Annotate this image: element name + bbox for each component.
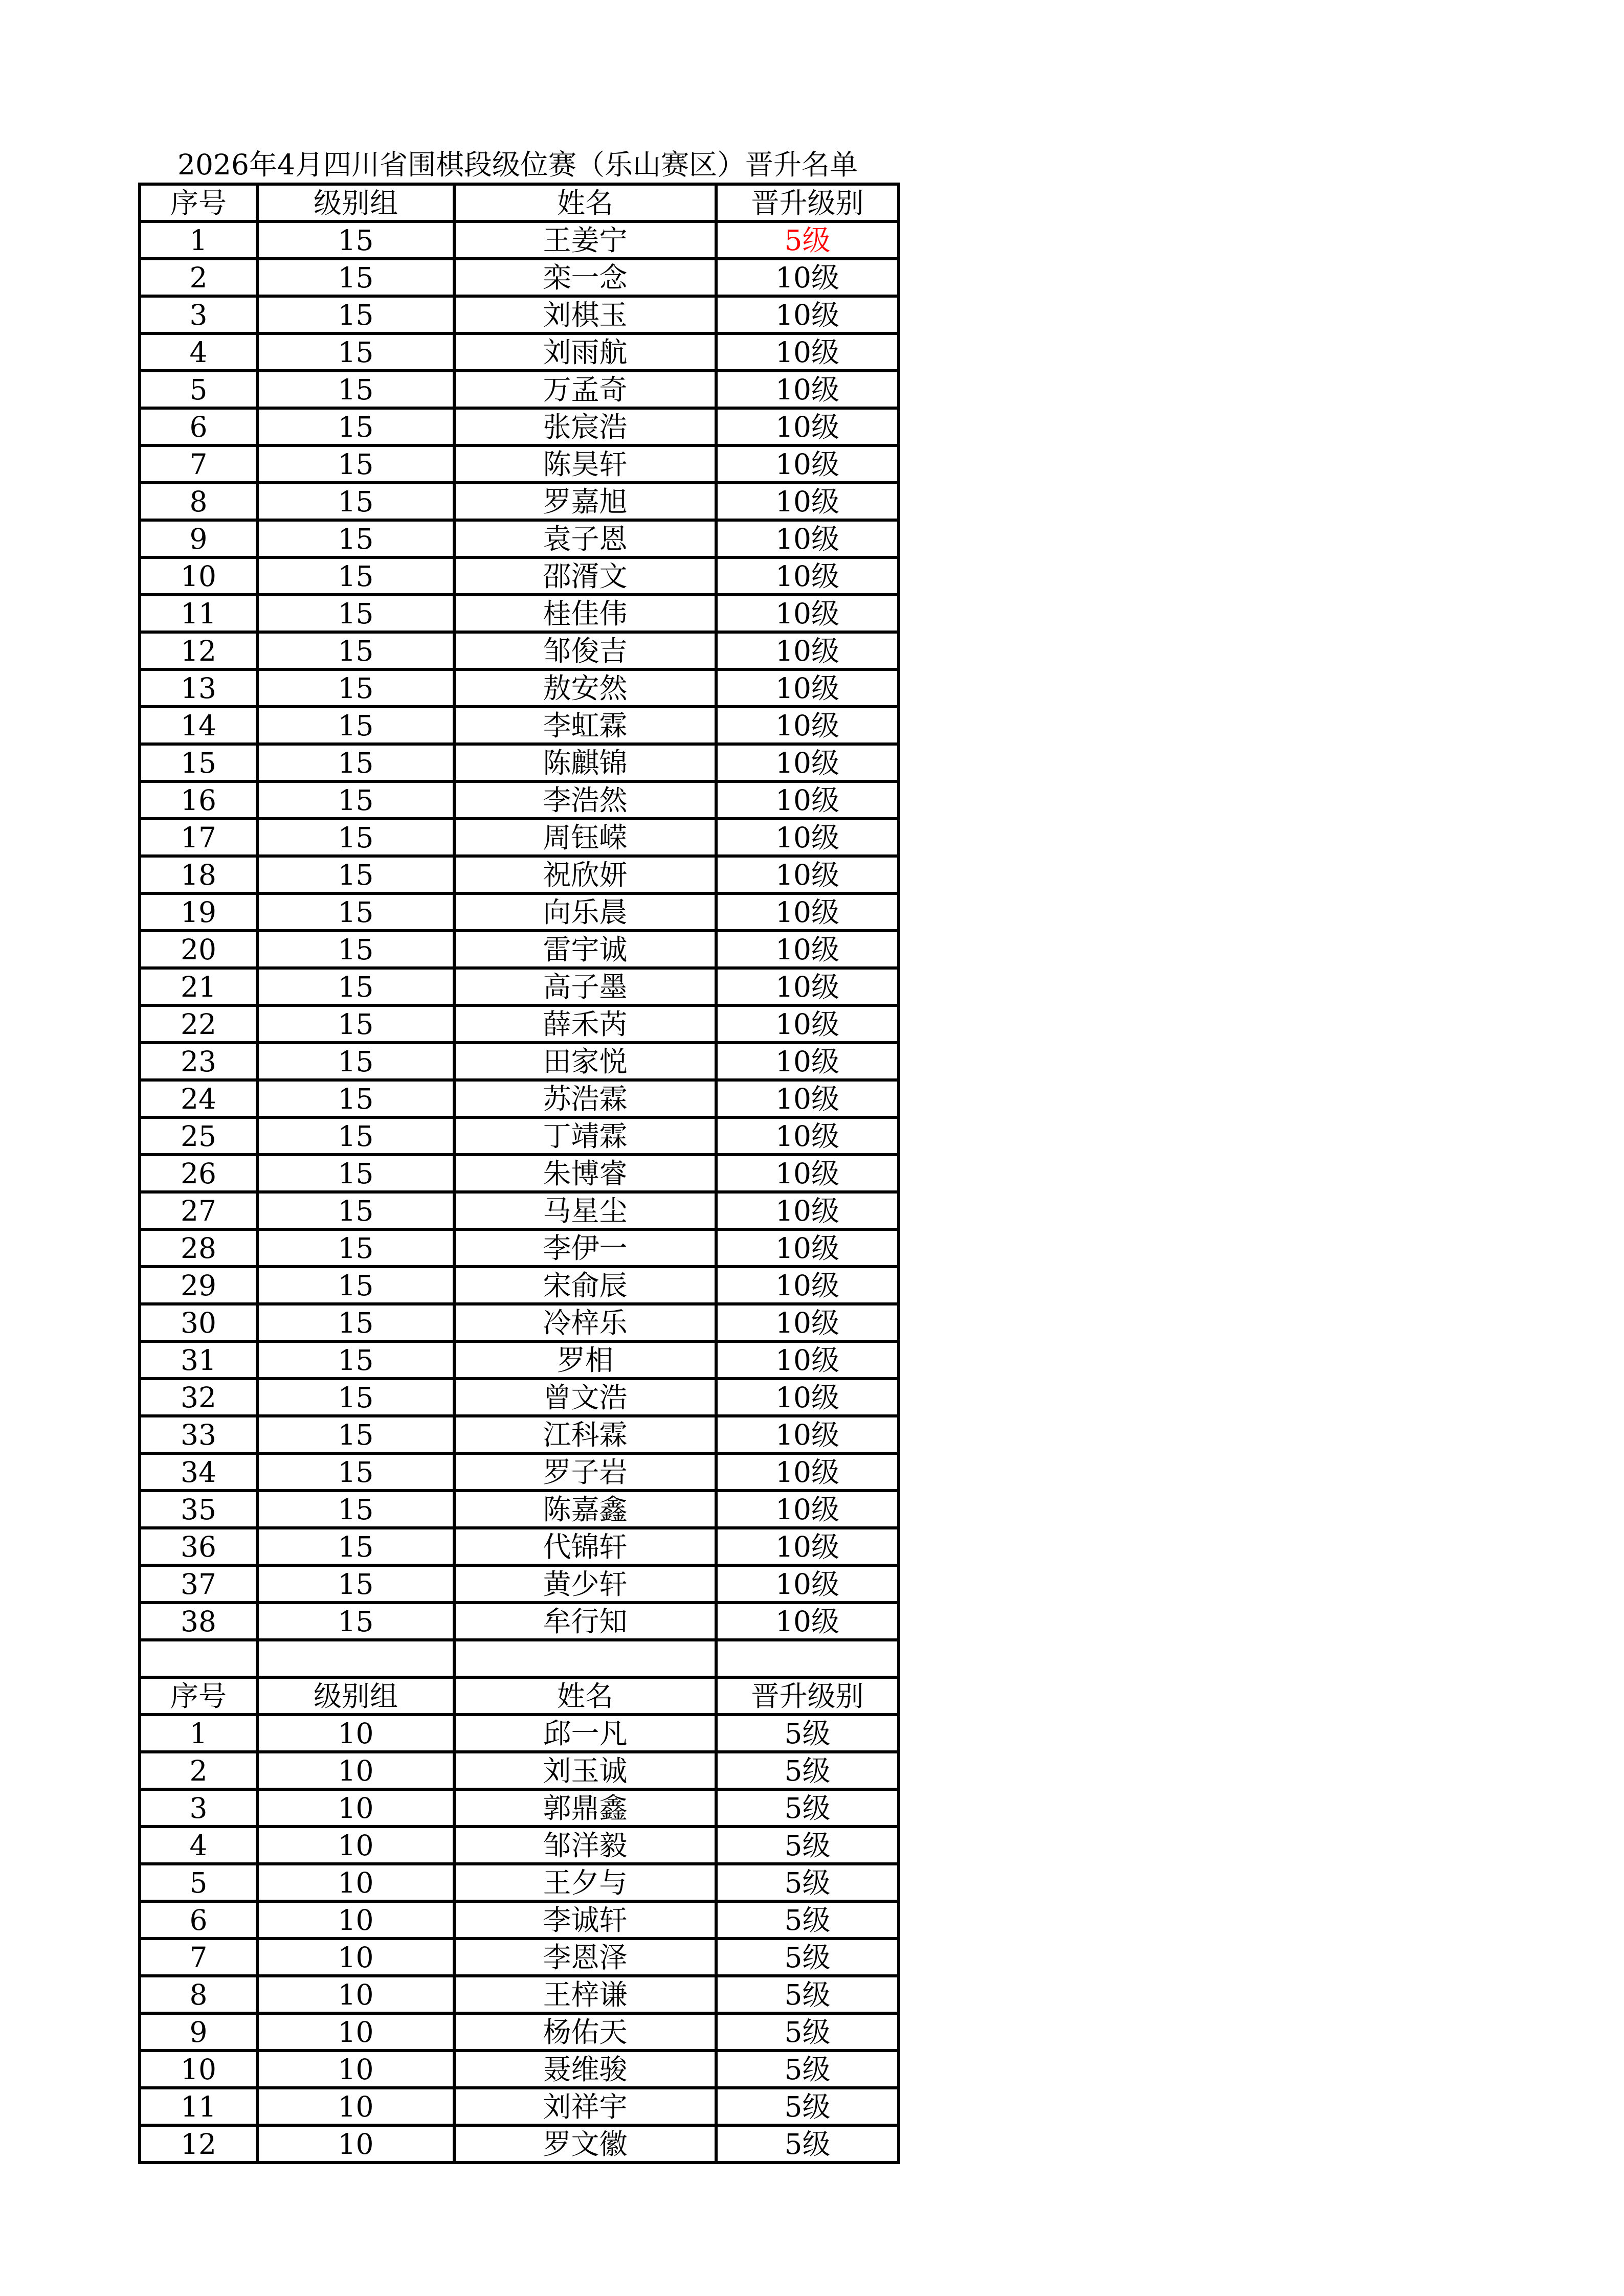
name-cell: 郭鼎鑫 (454, 1789, 716, 1827)
index-cell: 30 (140, 1304, 257, 1341)
level-group-cell: 15 (257, 1005, 454, 1043)
promoted-level-cell: 5级 (716, 1827, 899, 1864)
table-row (140, 2051, 899, 2088)
table-row (140, 1715, 899, 1752)
name-cell: 李诚轩 (454, 1901, 716, 1939)
name-cell: 栾一念 (454, 259, 716, 296)
header-cell: 级别组 (257, 184, 454, 221)
level-group-cell: 10 (257, 1976, 454, 2013)
level-group-cell: 15 (257, 632, 454, 669)
table-row (140, 296, 899, 333)
table-row (140, 1043, 899, 1080)
level-group-cell: 15 (257, 1080, 454, 1117)
header-row (140, 184, 899, 221)
name-cell: 牟行知 (454, 1603, 716, 1640)
index-cell: 24 (140, 1080, 257, 1117)
index-cell: 14 (140, 707, 257, 744)
promoted-level-cell: 10级 (716, 1229, 899, 1267)
table-row (140, 1341, 899, 1379)
level-group-cell: 10 (257, 2013, 454, 2051)
index-cell: 1 (140, 221, 257, 259)
level-group-cell: 15 (257, 371, 454, 408)
level-group-cell: 15 (257, 669, 454, 707)
name-cell: 丁靖霖 (454, 1117, 716, 1155)
table-row (140, 1304, 899, 1341)
name-cell: 王夕与 (454, 1864, 716, 1901)
name-cell: 宋俞辰 (454, 1267, 716, 1304)
level-group-cell: 15 (257, 1528, 454, 1565)
name-cell: 高子墨 (454, 968, 716, 1005)
table-row (140, 1901, 899, 1939)
name-cell: 李虹霖 (454, 707, 716, 744)
promoted-level-cell: 10级 (716, 1453, 899, 1491)
promoted-level-cell: 10级 (716, 819, 899, 856)
index-cell: 10 (140, 557, 257, 595)
promoted-level-cell: 10级 (716, 893, 899, 931)
header-cell: 姓名 (454, 1677, 716, 1715)
level-group-cell: 15 (257, 595, 454, 632)
name-cell: 薛禾芮 (454, 1005, 716, 1043)
promoted-level-cell: 10级 (716, 1603, 899, 1640)
table-row (140, 1192, 899, 1229)
table-row (140, 931, 899, 968)
promoted-level-cell: 10级 (716, 408, 899, 445)
name-cell: 张宸浩 (454, 408, 716, 445)
promoted-level-cell: 10级 (716, 1491, 899, 1528)
table-row (140, 333, 899, 371)
table-row (140, 1603, 899, 1640)
index-cell: 1 (140, 1715, 257, 1752)
table-row (140, 259, 899, 296)
name-cell: 苏浩霖 (454, 1080, 716, 1117)
header-row (140, 1677, 899, 1715)
name-cell: 冷梓乐 (454, 1304, 716, 1341)
promoted-level-cell: 10级 (716, 707, 899, 744)
name-cell: 向乐晨 (454, 893, 716, 931)
promoted-level-cell: 10级 (716, 744, 899, 781)
promoted-level-cell: 5级 (716, 1976, 899, 2013)
name-cell: 邵湑文 (454, 557, 716, 595)
level-group-cell: 10 (257, 1864, 454, 1901)
name-cell: 陈麒锦 (454, 744, 716, 781)
table-row (140, 669, 899, 707)
table-row (140, 595, 899, 632)
index-cell: 8 (140, 483, 257, 520)
table-row (140, 1752, 899, 1789)
index-cell: 4 (140, 1827, 257, 1864)
name-cell: 敖安然 (454, 669, 716, 707)
promoted-level-cell: 10级 (716, 1416, 899, 1453)
promoted-level-cell: 10级 (716, 1565, 899, 1603)
name-cell: 刘棋玉 (454, 296, 716, 333)
table-row (140, 893, 899, 931)
name-cell: 刘雨航 (454, 333, 716, 371)
level-group-cell: 10 (257, 1752, 454, 1789)
promoted-level-cell: 10级 (716, 632, 899, 669)
index-cell: 33 (140, 1416, 257, 1453)
level-group-cell: 10 (257, 1901, 454, 1939)
level-group-cell: 15 (257, 1155, 454, 1192)
promoted-level-cell: 5级 (716, 1901, 899, 1939)
promoted-level-cell: 10级 (716, 1267, 899, 1304)
level-group-cell: 15 (257, 1043, 454, 1080)
name-cell: 王姜宁 (454, 221, 716, 259)
level-group-cell: 10 (257, 2088, 454, 2125)
level-group-cell: 10 (257, 1789, 454, 1827)
name-cell: 马星尘 (454, 1192, 716, 1229)
index-cell: 11 (140, 2088, 257, 2125)
table-row (140, 632, 899, 669)
table-row (140, 2125, 899, 2163)
table-row (140, 1565, 899, 1603)
index-cell: 35 (140, 1491, 257, 1528)
level-group-cell: 15 (257, 333, 454, 371)
level-group-cell: 15 (257, 781, 454, 819)
promoted-level-cell: 10级 (716, 333, 899, 371)
promoted-level-cell: 10级 (716, 1341, 899, 1379)
name-cell: 李浩然 (454, 781, 716, 819)
empty-cell (257, 1640, 454, 1677)
index-cell: 34 (140, 1453, 257, 1491)
table-row (140, 819, 899, 856)
name-cell: 黄少轩 (454, 1565, 716, 1603)
name-cell: 代锦轩 (454, 1528, 716, 1565)
name-cell: 朱博睿 (454, 1155, 716, 1192)
name-cell: 祝欣妍 (454, 856, 716, 893)
index-cell: 8 (140, 1976, 257, 2013)
level-group-cell: 15 (257, 1304, 454, 1341)
level-group-cell: 15 (257, 1603, 454, 1640)
level-group-cell: 15 (257, 1192, 454, 1229)
index-cell: 17 (140, 819, 257, 856)
promoted-level-cell: 10级 (716, 1192, 899, 1229)
header-cell: 级别组 (257, 1677, 454, 1715)
table-row (140, 1491, 899, 1528)
table-row (140, 707, 899, 744)
promoted-level-cell: 10级 (716, 1080, 899, 1117)
promotion-table-body (140, 184, 899, 2163)
table-row (140, 1939, 899, 1976)
index-cell: 6 (140, 1901, 257, 1939)
level-group-cell: 15 (257, 296, 454, 333)
promoted-level-cell: 10级 (716, 781, 899, 819)
promoted-level-cell: 10级 (716, 1528, 899, 1565)
index-cell: 2 (140, 259, 257, 296)
level-group-cell: 15 (257, 483, 454, 520)
promoted-level-cell: 10级 (716, 856, 899, 893)
table-row (140, 1789, 899, 1827)
level-group-cell: 15 (257, 1453, 454, 1491)
promoted-level-cell: 5级 (716, 221, 899, 259)
index-cell: 38 (140, 1603, 257, 1640)
index-cell: 37 (140, 1565, 257, 1603)
promoted-level-cell: 5级 (716, 1789, 899, 1827)
promoted-level-cell: 10级 (716, 1155, 899, 1192)
index-cell: 20 (140, 931, 257, 968)
index-cell: 22 (140, 1005, 257, 1043)
index-cell: 5 (140, 371, 257, 408)
promoted-level-cell: 10级 (716, 371, 899, 408)
index-cell: 11 (140, 595, 257, 632)
level-group-cell: 15 (257, 707, 454, 744)
table-row (140, 408, 899, 445)
index-cell: 31 (140, 1341, 257, 1379)
name-cell: 田家悦 (454, 1043, 716, 1080)
promoted-level-cell: 10级 (716, 931, 899, 968)
table-row (140, 1528, 899, 1565)
level-group-cell: 15 (257, 1379, 454, 1416)
index-cell: 9 (140, 520, 257, 557)
index-cell: 26 (140, 1155, 257, 1192)
promoted-level-cell: 5级 (716, 1939, 899, 1976)
table-row (140, 483, 899, 520)
name-cell: 李伊一 (454, 1229, 716, 1267)
level-group-cell: 15 (257, 931, 454, 968)
table-row (140, 1155, 899, 1192)
name-cell: 杨佑天 (454, 2013, 716, 2051)
index-cell: 7 (140, 1939, 257, 1976)
name-cell: 刘祥宇 (454, 2088, 716, 2125)
promoted-level-cell: 10级 (716, 595, 899, 632)
index-cell: 2 (140, 1752, 257, 1789)
name-cell: 江科霖 (454, 1416, 716, 1453)
level-group-cell: 15 (257, 744, 454, 781)
index-cell: 6 (140, 408, 257, 445)
table-row (140, 968, 899, 1005)
table-row (140, 856, 899, 893)
header-cell: 晋升级别 (716, 184, 899, 221)
level-group-cell: 15 (257, 1229, 454, 1267)
promoted-level-cell: 10级 (716, 259, 899, 296)
empty-cell (454, 1640, 716, 1677)
name-cell: 邱一凡 (454, 1715, 716, 1752)
index-cell: 3 (140, 296, 257, 333)
level-group-cell: 15 (257, 856, 454, 893)
name-cell: 罗文徽 (454, 2125, 716, 2163)
table-row (140, 2088, 899, 2125)
table-row (140, 445, 899, 483)
index-cell: 7 (140, 445, 257, 483)
level-group-cell: 15 (257, 1416, 454, 1453)
header-cell: 晋升级别 (716, 1677, 899, 1715)
level-group-cell: 10 (257, 1939, 454, 1976)
level-group-cell: 15 (257, 1565, 454, 1603)
name-cell: 雷宇诚 (454, 931, 716, 968)
level-group-cell: 15 (257, 1117, 454, 1155)
name-cell: 桂佳伟 (454, 595, 716, 632)
table-row (140, 1117, 899, 1155)
index-cell: 12 (140, 632, 257, 669)
index-cell: 29 (140, 1267, 257, 1304)
index-cell: 3 (140, 1789, 257, 1827)
promoted-level-cell: 10级 (716, 557, 899, 595)
header-cell: 序号 (140, 1677, 257, 1715)
name-cell: 罗相 (454, 1341, 716, 1379)
name-cell: 邹洋毅 (454, 1827, 716, 1864)
index-cell: 9 (140, 2013, 257, 2051)
promoted-level-cell: 5级 (716, 2051, 899, 2088)
name-cell: 万孟奇 (454, 371, 716, 408)
page-title: 2026年4月四川省围棋段级位赛（乐山赛区）晋升名单 (177, 148, 858, 181)
index-cell: 12 (140, 2125, 257, 2163)
promoted-level-cell: 10级 (716, 1005, 899, 1043)
index-cell: 27 (140, 1192, 257, 1229)
promotion-table (138, 183, 900, 2164)
index-cell: 28 (140, 1229, 257, 1267)
level-group-cell: 15 (257, 520, 454, 557)
table-row (140, 1080, 899, 1117)
index-cell: 5 (140, 1864, 257, 1901)
table-row (140, 520, 899, 557)
name-cell: 罗嘉旭 (454, 483, 716, 520)
table-row (140, 2013, 899, 2051)
index-cell: 19 (140, 893, 257, 931)
table-row (140, 1453, 899, 1491)
promoted-level-cell: 10级 (716, 296, 899, 333)
table-row (140, 1229, 899, 1267)
index-cell: 15 (140, 744, 257, 781)
promoted-level-cell: 10级 (716, 445, 899, 483)
index-cell: 23 (140, 1043, 257, 1080)
name-cell: 刘玉诚 (454, 1752, 716, 1789)
promoted-level-cell: 5级 (716, 1715, 899, 1752)
table-row (140, 1864, 899, 1901)
level-group-cell: 10 (257, 1715, 454, 1752)
name-cell: 聂维骏 (454, 2051, 716, 2088)
table-row (140, 221, 899, 259)
name-cell: 邹俊吉 (454, 632, 716, 669)
empty-cell (716, 1640, 899, 1677)
name-cell: 袁子恩 (454, 520, 716, 557)
level-group-cell: 15 (257, 259, 454, 296)
promoted-level-cell: 5级 (716, 2013, 899, 2051)
index-cell: 4 (140, 333, 257, 371)
level-group-cell: 15 (257, 408, 454, 445)
promoted-level-cell: 5级 (716, 2088, 899, 2125)
level-group-cell: 15 (257, 221, 454, 259)
promoted-level-cell: 10级 (716, 483, 899, 520)
level-group-cell: 15 (257, 819, 454, 856)
level-group-cell: 15 (257, 893, 454, 931)
promoted-level-cell: 5级 (716, 1752, 899, 1789)
header-cell: 序号 (140, 184, 257, 221)
name-cell: 王梓谦 (454, 1976, 716, 2013)
level-group-cell: 15 (257, 1267, 454, 1304)
table-row (140, 1379, 899, 1416)
index-cell: 13 (140, 669, 257, 707)
promoted-level-cell: 10级 (716, 1043, 899, 1080)
blank-separator-row (140, 1640, 899, 1677)
level-group-cell: 10 (257, 2051, 454, 2088)
index-cell: 16 (140, 781, 257, 819)
table-row (140, 1976, 899, 2013)
index-cell: 18 (140, 856, 257, 893)
index-cell: 32 (140, 1379, 257, 1416)
promoted-level-cell: 10级 (716, 1304, 899, 1341)
index-cell: 36 (140, 1528, 257, 1565)
level-group-cell: 15 (257, 557, 454, 595)
promoted-level-cell: 10级 (716, 968, 899, 1005)
index-cell: 25 (140, 1117, 257, 1155)
level-group-cell: 10 (257, 1827, 454, 1864)
name-cell: 罗子岩 (454, 1453, 716, 1491)
table-row (140, 557, 899, 595)
name-cell: 曾文浩 (454, 1379, 716, 1416)
empty-cell (140, 1640, 257, 1677)
level-group-cell: 15 (257, 968, 454, 1005)
name-cell: 周钰嵘 (454, 819, 716, 856)
promoted-level-cell: 10级 (716, 520, 899, 557)
table-row (140, 744, 899, 781)
promoted-level-cell: 10级 (716, 669, 899, 707)
level-group-cell: 15 (257, 1341, 454, 1379)
promoted-level-cell: 5级 (716, 1864, 899, 1901)
table-row (140, 1005, 899, 1043)
name-cell: 李恩泽 (454, 1939, 716, 1976)
level-group-cell: 10 (257, 2125, 454, 2163)
table-row (140, 1267, 899, 1304)
index-cell: 10 (140, 2051, 257, 2088)
table-row (140, 371, 899, 408)
index-cell: 21 (140, 968, 257, 1005)
promoted-level-cell: 10级 (716, 1117, 899, 1155)
name-cell: 陈嘉鑫 (454, 1491, 716, 1528)
name-cell: 陈昊轩 (454, 445, 716, 483)
level-group-cell: 15 (257, 445, 454, 483)
table-row (140, 1416, 899, 1453)
promoted-level-cell: 5级 (716, 2125, 899, 2163)
promoted-level-cell: 10级 (716, 1379, 899, 1416)
level-group-cell: 15 (257, 1491, 454, 1528)
table-row (140, 1827, 899, 1864)
header-cell: 姓名 (454, 184, 716, 221)
table-row (140, 781, 899, 819)
